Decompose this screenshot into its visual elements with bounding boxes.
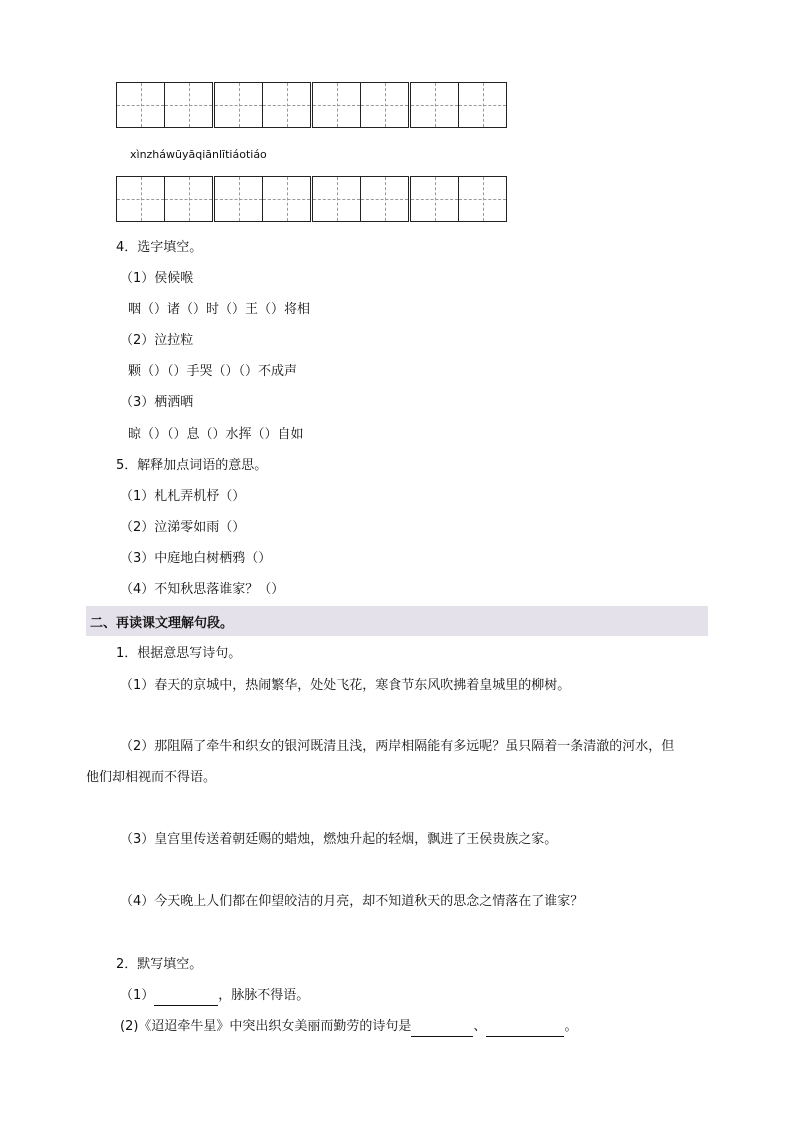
s2-q1-item-3: （3）皇宫里传送着朝廷赐的蜡烛，燃烛升起的轻烟，飘进了王侯贵族之家。 xyxy=(120,832,558,847)
s2-q2-item-2-prefix: (2)《迢迢牵牛星》中突出织女美丽而勤劳的诗句是 xyxy=(120,1019,412,1034)
question-5-title: 5．解释加点词语的意思。 xyxy=(116,458,268,473)
grid-cell[interactable] xyxy=(214,176,263,222)
grid-group xyxy=(410,82,506,128)
answer-blank[interactable] xyxy=(411,1018,473,1037)
s2-q2-item-2 xyxy=(120,1018,577,1037)
s2-q2-item-1-prefix: （1） xyxy=(120,988,155,1003)
q5-item-3: （3）中庭地白树栖鸦（） xyxy=(120,551,272,566)
q4-item-3-label: （3）栖洒晒 xyxy=(120,395,194,410)
grid-cell[interactable] xyxy=(214,82,263,128)
grid-cell[interactable] xyxy=(164,82,213,128)
q4-item-3-line: 晾（）（）息（）水挥（）自如 xyxy=(128,427,304,442)
grid-cell[interactable] xyxy=(458,82,507,128)
s2-q1-item-2: （2）那阻隔了牵牛和织女的银河既清且浅，两岸相隔能有多远呢？虽只隔着一条清澈的河水，但 xyxy=(120,739,675,754)
s2-q1-item-4: （4）今天晚上人们都在仰望皎洁的月亮，却不知道秋天的思念之情落在了谁家？ xyxy=(120,894,584,909)
grid-cell[interactable] xyxy=(312,82,361,128)
grid-group xyxy=(410,176,506,222)
grid-cell[interactable] xyxy=(410,82,459,128)
grid-cell[interactable] xyxy=(116,82,165,128)
writing-grid-top[interactable] xyxy=(116,82,506,128)
answer-blank[interactable] xyxy=(486,1018,564,1037)
q4-item-1-line: 咽（）诸（）时（）王（）将相 xyxy=(128,302,311,317)
q4-item-2-label: （2）泣拉粒 xyxy=(120,333,194,348)
pinyin-line: xìnzháwūyāqiānlītiáotiáo xyxy=(130,148,267,161)
grid-cell[interactable] xyxy=(458,176,507,222)
s2-question-2-title: 2．默写填空。 xyxy=(116,957,203,972)
grid-group xyxy=(214,176,310,222)
s2-q2-item-1 xyxy=(120,987,309,1006)
s2-q2-item-2-sep: 、 xyxy=(473,1019,487,1034)
grid-group xyxy=(116,82,212,128)
grid-cell[interactable] xyxy=(360,176,409,222)
grid-cell[interactable] xyxy=(262,176,311,222)
question-4-title: 4．选字填空。 xyxy=(116,240,203,255)
q4-item-2-line: 颗（）（）手哭（）（）不成声 xyxy=(128,364,298,379)
q5-item-4: （4）不知秋思落谁家？（） xyxy=(120,582,285,597)
grid-cell[interactable] xyxy=(410,176,459,222)
s2-q1-item-1: （1）春天的京城中，热闹繁华，处处飞花，寒食节东风吹拂着皇城里的柳树。 xyxy=(120,678,571,693)
grid-cell[interactable] xyxy=(360,82,409,128)
grid-group xyxy=(312,176,408,222)
grid-group xyxy=(214,82,310,128)
s2-question-1-title: 1．根据意思写诗句。 xyxy=(116,646,242,661)
q5-item-1: （1）札札弄机杼（） xyxy=(120,489,246,504)
grid-group xyxy=(116,176,212,222)
grid-cell[interactable] xyxy=(312,176,361,222)
s2-q2-item-1-suffix: ，脉脉不得语。 xyxy=(218,988,310,1003)
q5-item-2: （2）泣涕零如雨（） xyxy=(120,520,246,535)
grid-cell[interactable] xyxy=(164,176,213,222)
grid-cell[interactable] xyxy=(116,176,165,222)
grid-cell[interactable] xyxy=(262,82,311,128)
answer-blank[interactable] xyxy=(154,987,218,1006)
writing-grid-bottom[interactable] xyxy=(116,176,506,222)
s2-q1-item-2-cont: 他们却相视而不得语。 xyxy=(86,770,217,785)
s2-q2-item-2-end: 。 xyxy=(564,1019,578,1034)
grid-group xyxy=(312,82,408,128)
section-2-title: 二、再读课文理解句段。 xyxy=(90,616,234,631)
q4-item-1-label: （1）侯候喉 xyxy=(120,271,194,286)
